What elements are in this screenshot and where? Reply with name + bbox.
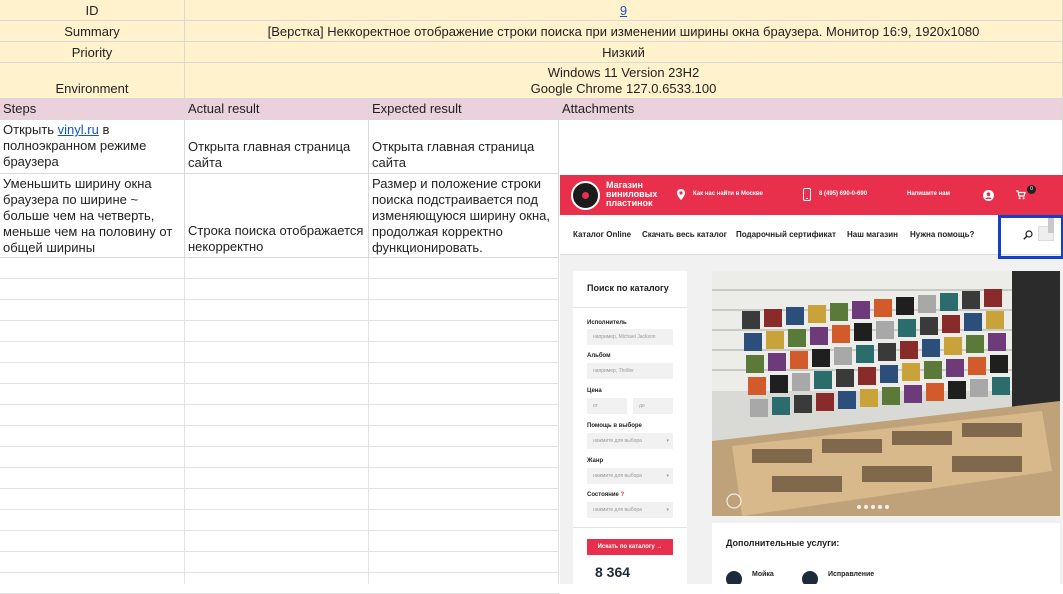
header-actual[interactable]: Actual result: [185, 99, 369, 120]
record-sleeve: [786, 307, 804, 325]
record-sleeve: [944, 337, 962, 355]
location-icon: [677, 189, 685, 200]
record-sleeve: [968, 357, 986, 375]
empty-row[interactable]: [0, 468, 559, 489]
row2-actual: Строка поиска отображается некорректно: [188, 223, 364, 254]
record-sleeve: [880, 365, 898, 383]
vinyl-link[interactable]: vinyl.ru: [57, 122, 99, 137]
environment-browser: Google Chrome 127.0.6533.100: [530, 81, 717, 96]
record-sleeve: [986, 311, 1004, 329]
record-sleeve: [852, 301, 870, 319]
user-icon[interactable]: [983, 190, 994, 201]
id-label: ID: [0, 0, 185, 21]
condition-label-group: [587, 492, 624, 498]
record-sleeve: [810, 327, 828, 345]
extra-services-title: Дополнительные услуги:: [726, 538, 840, 548]
record-sleeve: [948, 381, 966, 399]
nav-our-store[interactable]: Наш магазин: [847, 230, 898, 239]
record-sleeve: [834, 347, 852, 365]
record-sleeve: [814, 371, 832, 389]
record-sleeve: [970, 379, 988, 397]
grid-col-line: [368, 258, 369, 584]
environment-value[interactable]: [185, 63, 1063, 99]
chevron-down-icon: ▾: [666, 473, 669, 479]
row1-attachments[interactable]: [559, 120, 1063, 174]
grid-col-line: [558, 258, 559, 584]
record-sleeve: [984, 289, 1002, 307]
record-sleeve: [746, 355, 764, 373]
record-sleeve: [816, 393, 834, 411]
phone-link[interactable]: 8 (495) 690-0-690: [819, 191, 868, 197]
record-sleeve: [926, 383, 944, 401]
catalog-search-title: Поиск по каталогу: [587, 283, 669, 293]
record-sleeve: [966, 335, 984, 353]
record-sleeve: [920, 317, 938, 335]
record-sleeve: [764, 309, 782, 327]
help-select-value: нажмите для выбора: [593, 438, 642, 444]
empty-row[interactable]: [0, 447, 559, 468]
condition-select[interactable]: [587, 502, 673, 518]
grid-col-line: [184, 258, 185, 584]
record-sleeve: [750, 399, 768, 417]
price-label: Цена: [587, 388, 602, 394]
row1-actual: Открыта главная страница сайта: [188, 139, 351, 170]
record-sleeve: [812, 349, 830, 367]
empty-row[interactable]: [0, 552, 559, 573]
record-sleeve: [904, 385, 922, 403]
nav-need-help[interactable]: Нужна помощь?: [910, 230, 975, 239]
record-sleeve: [922, 339, 940, 357]
empty-row[interactable]: [0, 531, 559, 552]
row2-actual-cell[interactable]: [185, 174, 369, 258]
write-us-link[interactable]: Напишите нам: [907, 191, 951, 197]
record-sleeve: [808, 305, 826, 323]
record-sleeve: [876, 321, 894, 339]
record-sleeve: [838, 391, 856, 409]
summary-value[interactable]: [Верстка] Неккоректное отображение строки поиска при изменении ширины окна браузера. Монитор 16:9, 1920х1080: [185, 21, 1063, 42]
record-sleeve: [896, 297, 914, 315]
record-sleeve: [748, 377, 766, 395]
cart-count-badge: 0: [1027, 185, 1036, 194]
record-sleeve: [830, 303, 848, 321]
summary-label: Summary: [0, 21, 185, 42]
empty-row[interactable]: [0, 405, 559, 426]
catalog-search-button[interactable]: Искать по каталогу →: [587, 539, 673, 555]
record-sleeve: [790, 351, 808, 369]
condition-help[interactable]: ?: [620, 492, 625, 498]
repair-icon: [802, 571, 818, 584]
help-select[interactable]: [587, 433, 673, 449]
location-link[interactable]: Как нас найти в Москве: [693, 191, 763, 197]
empty-row[interactable]: [0, 321, 559, 342]
divider: [573, 527, 687, 528]
store-photo[interactable]: [712, 271, 1060, 516]
record-sleeve: [854, 323, 872, 341]
environment-label: Environment: [55, 81, 129, 96]
album-label: Альбом: [587, 353, 611, 359]
id-link[interactable]: 9: [619, 3, 628, 18]
phone-icon: [803, 188, 811, 201]
help-label: Помощь в выборе: [587, 423, 642, 429]
row1-expected: Открыта главная страница сайта: [372, 139, 535, 170]
genre-label: Жанр: [587, 458, 604, 464]
record-sleeve: [874, 299, 892, 317]
divider: [573, 307, 687, 308]
environment-label-cell: [0, 63, 185, 99]
row1-steps-suffix: в полноэкранном режиме браузера: [3, 122, 147, 169]
record-sleeve: [962, 291, 980, 309]
priority-label: Priority: [0, 42, 185, 63]
condition-select-value: нажмите для выбора: [593, 507, 642, 513]
record-sleeve: [902, 363, 920, 381]
site-nav: [560, 215, 1063, 255]
chevron-down-icon: ▾: [666, 507, 669, 513]
store-photo-illustration: [712, 271, 1060, 516]
site-title-line: пластинок: [606, 198, 653, 208]
record-sleeve: [878, 343, 896, 361]
artist-label: Исполнитель: [587, 320, 627, 326]
extra-item-wash[interactable]: Мойка: [752, 571, 774, 578]
record-sleeve: [918, 295, 936, 313]
header-steps[interactable]: Steps: [0, 99, 185, 120]
record-sleeve: [772, 397, 790, 415]
extra-item-repair[interactable]: Исправление: [828, 571, 875, 578]
record-sleeve: [766, 331, 784, 349]
record-sleeve: [990, 355, 1008, 373]
chevron-down-icon: ▾: [666, 438, 669, 444]
record-sleeve: [792, 373, 810, 391]
record-sleeve: [942, 315, 960, 333]
row2-expected[interactable]: Размер и положение строки поиска подстраивается под изменяющуюся ширину окна, продолжая корректно функционировать.: [369, 174, 559, 258]
record-sleeve: [924, 361, 942, 379]
record-sleeve: [744, 333, 762, 351]
header-attachments[interactable]: Attachments: [559, 99, 1063, 120]
condition-label: Состояние: [587, 492, 619, 498]
row1-expected-cell[interactable]: [369, 120, 559, 174]
row2-steps[interactable]: Уменьшить ширину окна браузера по ширине ~ больше чем на четверть, меньше чем на половину от общей ширины: [0, 174, 185, 258]
row1-actual-cell[interactable]: [185, 120, 369, 174]
record-sleeve: [832, 325, 850, 343]
extra-services-panel: [712, 523, 1060, 584]
empty-row[interactable]: [0, 342, 559, 363]
price-to-input[interactable]: до: [633, 398, 673, 414]
site-logo[interactable]: [571, 181, 600, 210]
record-sleeve: [770, 375, 788, 393]
record-sleeve: [742, 311, 760, 329]
nav-catalog-online[interactable]: Каталог Online: [573, 230, 632, 239]
record-sleeve: [940, 293, 958, 311]
record-sleeve: [794, 395, 812, 413]
site-title-line: Магазин: [606, 180, 643, 190]
record-sleeve: [988, 333, 1006, 351]
nav-gift-certificate[interactable]: Подарочный сертификат: [736, 230, 836, 239]
record-sleeve: [992, 377, 1010, 395]
record-sleeve: [900, 341, 918, 359]
record-sleeve: [946, 359, 964, 377]
empty-row[interactable]: [0, 384, 559, 405]
record-sleeve: [856, 345, 874, 363]
environment-os: Windows 11 Version 23H2: [547, 65, 700, 80]
empty-row[interactable]: [0, 510, 559, 531]
record-sleeve: [768, 353, 786, 371]
empty-row[interactable]: [0, 426, 559, 447]
wash-icon: [726, 571, 742, 584]
site-title: [606, 181, 664, 208]
empty-row[interactable]: [0, 489, 559, 510]
site-header-bar: [560, 175, 1063, 215]
highlight-frame: [998, 215, 1063, 259]
cart-icon[interactable]: [1016, 190, 1026, 200]
phone-number-large: 8 364: [595, 564, 631, 580]
catalog-search-panel: [573, 271, 687, 584]
row1-steps[interactable]: [0, 120, 185, 174]
record-sleeve: [788, 329, 806, 347]
attachment-screenshot[interactable]: [560, 175, 1063, 584]
record-sleeve: [860, 389, 878, 407]
record-sleeve: [882, 387, 900, 405]
genre-select-value: нажмите для выбора: [593, 473, 642, 479]
id-value-cell[interactable]: [185, 0, 1063, 21]
genre-select[interactable]: [587, 468, 673, 484]
empty-row[interactable]: [0, 279, 559, 300]
record-sleeve: [836, 369, 854, 387]
record-sleeve: [964, 313, 982, 331]
nav-download-catalog[interactable]: Скачать весь каталог: [642, 230, 727, 239]
empty-row[interactable]: [0, 258, 559, 279]
record-sleeve: [858, 367, 876, 385]
album-input[interactable]: например, Thriller: [587, 363, 673, 379]
record-sleeve: [898, 319, 916, 337]
artist-input[interactable]: например, Michael Jackson: [587, 329, 673, 345]
empty-row[interactable]: [0, 363, 559, 384]
row1-steps-prefix: Открыть: [3, 122, 58, 137]
price-from-input[interactable]: от: [587, 398, 627, 414]
priority-value[interactable]: Низкий: [185, 42, 1063, 63]
header-expected[interactable]: Expected result: [369, 99, 559, 120]
site-title-line: виниловых: [606, 189, 658, 199]
empty-row[interactable]: [0, 300, 559, 321]
